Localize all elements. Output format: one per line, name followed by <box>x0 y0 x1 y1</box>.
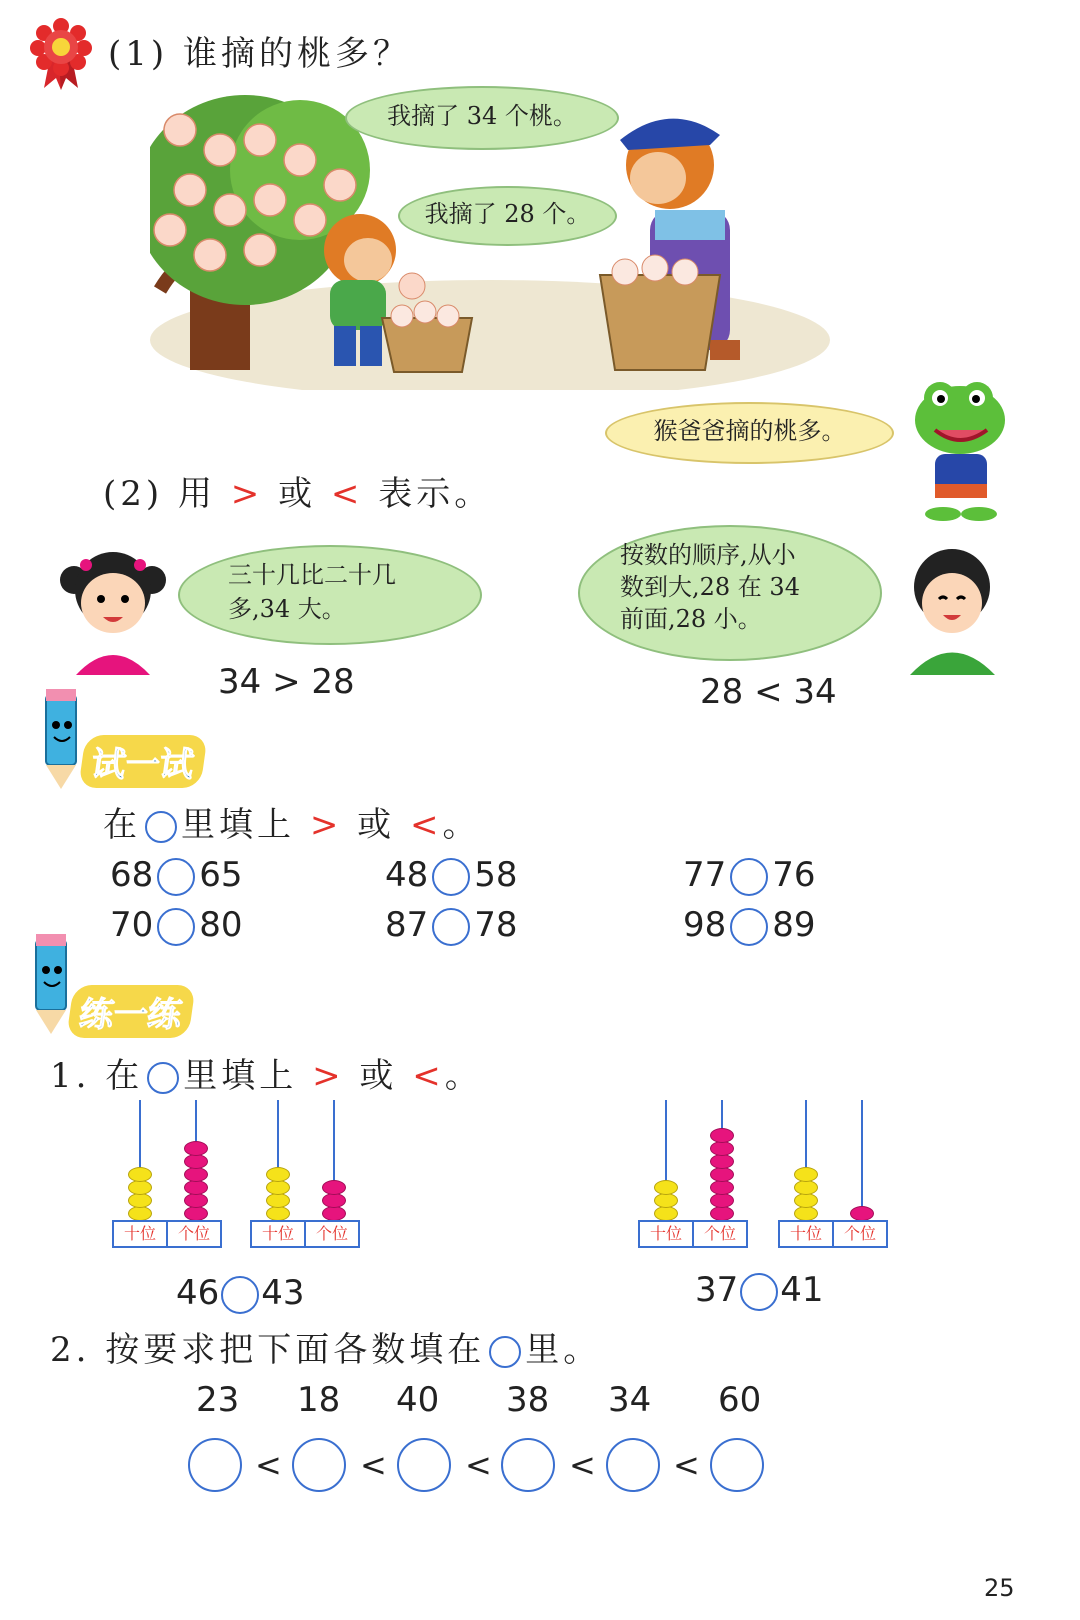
part2-use-text: 用 <box>177 474 216 514</box>
number-right: 78 <box>474 905 518 945</box>
place-value-label: 十位 <box>789 1224 822 1243</box>
practice-q1-instruction <box>50 1048 483 1097</box>
abacus-base <box>250 1220 360 1248</box>
tens-bead <box>794 1206 818 1221</box>
ones-bead <box>184 1167 208 1182</box>
part2-heading <box>103 466 492 515</box>
abacus-41 <box>778 1100 890 1250</box>
place-value-label: 个位 <box>692 1222 746 1246</box>
q2-end: 里。 <box>525 1330 602 1370</box>
number-left: 48 <box>385 855 429 895</box>
abacus-46 <box>112 1100 224 1250</box>
frog-character-icon <box>905 380 1015 525</box>
practice-section-title: 练一练 <box>66 985 195 1038</box>
try-instruction <box>103 797 480 846</box>
answer-circle[interactable] <box>157 908 195 946</box>
part1-heading <box>108 26 411 75</box>
number-right: 89 <box>772 905 816 945</box>
greater-than-sign: > <box>312 1056 345 1096</box>
place-value-label: 十位 <box>649 1224 682 1243</box>
q1-mid: 里填上 <box>183 1056 298 1096</box>
comparison-item <box>110 905 243 946</box>
greater-than-sign: > <box>309 805 343 845</box>
part2-or-text: 或 <box>278 474 317 514</box>
number-left: 46 <box>176 1273 220 1313</box>
number-right: 76 <box>772 855 816 895</box>
abacus-comparison-left <box>176 1273 305 1314</box>
answer-circle[interactable] <box>188 1438 242 1492</box>
try-instruction-pre: 在 <box>103 805 141 845</box>
less-than-sign: < <box>465 1446 492 1484</box>
tens-bead <box>794 1193 818 1208</box>
try-or-text: 或 <box>357 805 396 845</box>
ones-bead <box>710 1180 734 1195</box>
comparison-item <box>683 855 816 896</box>
answer-circle[interactable] <box>501 1438 555 1492</box>
ones-bead <box>184 1141 208 1156</box>
boy-bubble-line1: 按数的顺序,从小 <box>620 541 796 569</box>
question-number: 1. <box>50 1056 91 1096</box>
less-than-sign: < <box>409 805 443 845</box>
greater-than-sign: > <box>230 474 264 514</box>
number-right: 41 <box>780 1270 824 1310</box>
less-than-sign: < <box>569 1446 596 1484</box>
number-item: 60 <box>718 1380 762 1420</box>
ones-bead <box>710 1206 734 1221</box>
less-than-sign: < <box>412 1056 445 1096</box>
ones-bead <box>710 1193 734 1208</box>
answer-circle[interactable] <box>710 1438 764 1492</box>
boy-bubble-line3: 前面,28 小。 <box>620 605 762 633</box>
answer-circle[interactable] <box>730 908 768 946</box>
practice-q2-instruction <box>50 1322 601 1371</box>
answer-circle[interactable] <box>432 908 470 946</box>
tens-bead <box>128 1206 152 1221</box>
boy-character-icon <box>905 545 1000 675</box>
abacus-37 <box>638 1100 750 1250</box>
boy-formula: 28 < 34 <box>700 672 837 712</box>
number-right: 65 <box>199 855 243 895</box>
number-item: 23 <box>196 1380 240 1420</box>
answer-circle[interactable] <box>606 1438 660 1492</box>
place-value-label: 个位 <box>304 1222 358 1246</box>
tens-bead <box>266 1180 290 1195</box>
abacus-base <box>778 1220 888 1248</box>
girl-character-icon <box>58 545 168 675</box>
less-than-sign: < <box>255 1446 282 1484</box>
answer-circle[interactable] <box>740 1273 778 1311</box>
number-left: 68 <box>110 855 154 895</box>
part1-label: (1) <box>108 34 169 74</box>
answer-circle-icon <box>489 1336 521 1368</box>
answer-circle[interactable] <box>397 1438 451 1492</box>
q1-or-text: 或 <box>359 1056 398 1096</box>
answer-circle[interactable] <box>432 858 470 896</box>
tens-bead <box>654 1193 678 1208</box>
number-item: 38 <box>506 1380 550 1420</box>
number-left: 87 <box>385 905 429 945</box>
comparison-item <box>385 905 518 946</box>
number-item: 40 <box>396 1380 440 1420</box>
answer-circle[interactable] <box>292 1438 346 1492</box>
number-right: 80 <box>199 905 243 945</box>
dad-speech-bubble: 我摘了 34 个桃。 <box>345 86 619 150</box>
comparison-item <box>385 855 518 896</box>
place-value-label: 个位 <box>166 1222 220 1246</box>
try-instruction-mid: 里填上 <box>181 805 295 845</box>
tens-bead <box>128 1193 152 1208</box>
tens-bead <box>654 1206 678 1221</box>
number-item: 18 <box>297 1380 341 1420</box>
tens-bead <box>266 1193 290 1208</box>
less-than-sign: < <box>673 1446 700 1484</box>
girl-formula: 34 > 28 <box>218 662 355 702</box>
question-number: 2. <box>50 1330 91 1370</box>
ones-bead <box>184 1193 208 1208</box>
q2-pre: 按要求把下面各数填在 <box>105 1330 486 1370</box>
rosette-icon <box>30 18 92 90</box>
number-left: 98 <box>683 905 727 945</box>
ones-bead <box>184 1180 208 1195</box>
q1-end: 。 <box>444 1056 483 1096</box>
abacus-comparison-right <box>695 1270 824 1311</box>
part2-label: (2) <box>103 474 164 514</box>
number-right: 43 <box>261 1273 305 1313</box>
ones-bead <box>710 1128 734 1143</box>
abacus-43 <box>250 1100 362 1250</box>
ones-bead <box>322 1206 346 1221</box>
abacus-base <box>638 1220 748 1248</box>
comparison-item <box>110 855 243 896</box>
page-number: 25 <box>984 1574 1015 1602</box>
comparison-item <box>683 905 816 946</box>
ones-bead <box>710 1154 734 1169</box>
girl-bubble-line1: 三十几比二十几 <box>228 561 396 589</box>
answer-circle-icon <box>147 1062 179 1094</box>
tens-bead <box>128 1180 152 1195</box>
answer-circle[interactable] <box>221 1276 259 1314</box>
part1-question: 谁摘的桃多？ <box>182 34 411 74</box>
place-value-label: 个位 <box>832 1222 886 1246</box>
tens-bead <box>654 1180 678 1195</box>
answer-circle-icon <box>145 811 177 843</box>
tens-bead <box>794 1167 818 1182</box>
kid-speech-bubble: 我摘了 28 个。 <box>398 186 617 246</box>
try-section-title: 试一试 <box>78 735 207 788</box>
part2-suffix-text: 表示。 <box>378 474 493 514</box>
boy-speech-bubble <box>578 525 882 661</box>
ones-bead <box>710 1141 734 1156</box>
place-value-label: 十位 <box>123 1224 156 1243</box>
less-than-sign: < <box>330 474 364 514</box>
number-left: 70 <box>110 905 154 945</box>
ones-bead <box>322 1193 346 1208</box>
less-than-sign: < <box>360 1446 387 1484</box>
ones-bead <box>184 1206 208 1221</box>
tens-bead <box>794 1180 818 1195</box>
number-item: 34 <box>608 1380 652 1420</box>
boy-bubble-line2: 数到大,28 在 34 <box>620 573 800 601</box>
answer-circle[interactable] <box>157 858 195 896</box>
ones-bead <box>184 1154 208 1169</box>
tens-bead <box>266 1167 290 1182</box>
ones-bead <box>850 1206 874 1221</box>
girl-speech-bubble <box>178 545 482 645</box>
number-left: 37 <box>695 1270 739 1310</box>
number-right: 58 <box>474 855 518 895</box>
answer-circle[interactable] <box>730 858 768 896</box>
number-left: 77 <box>683 855 727 895</box>
girl-bubble-line2: 多,34 大。 <box>228 595 346 623</box>
tens-bead <box>128 1167 152 1182</box>
frog-speech-bubble: 猴爸爸摘的桃多。 <box>605 402 894 464</box>
abacus-base <box>112 1220 222 1248</box>
ones-rod <box>861 1100 863 1220</box>
tens-bead <box>266 1206 290 1221</box>
ones-bead <box>710 1167 734 1182</box>
try-instruction-end: 。 <box>442 805 481 845</box>
place-value-label: 十位 <box>261 1224 294 1243</box>
q1-pre: 在 <box>105 1056 144 1096</box>
ones-bead <box>322 1180 346 1195</box>
